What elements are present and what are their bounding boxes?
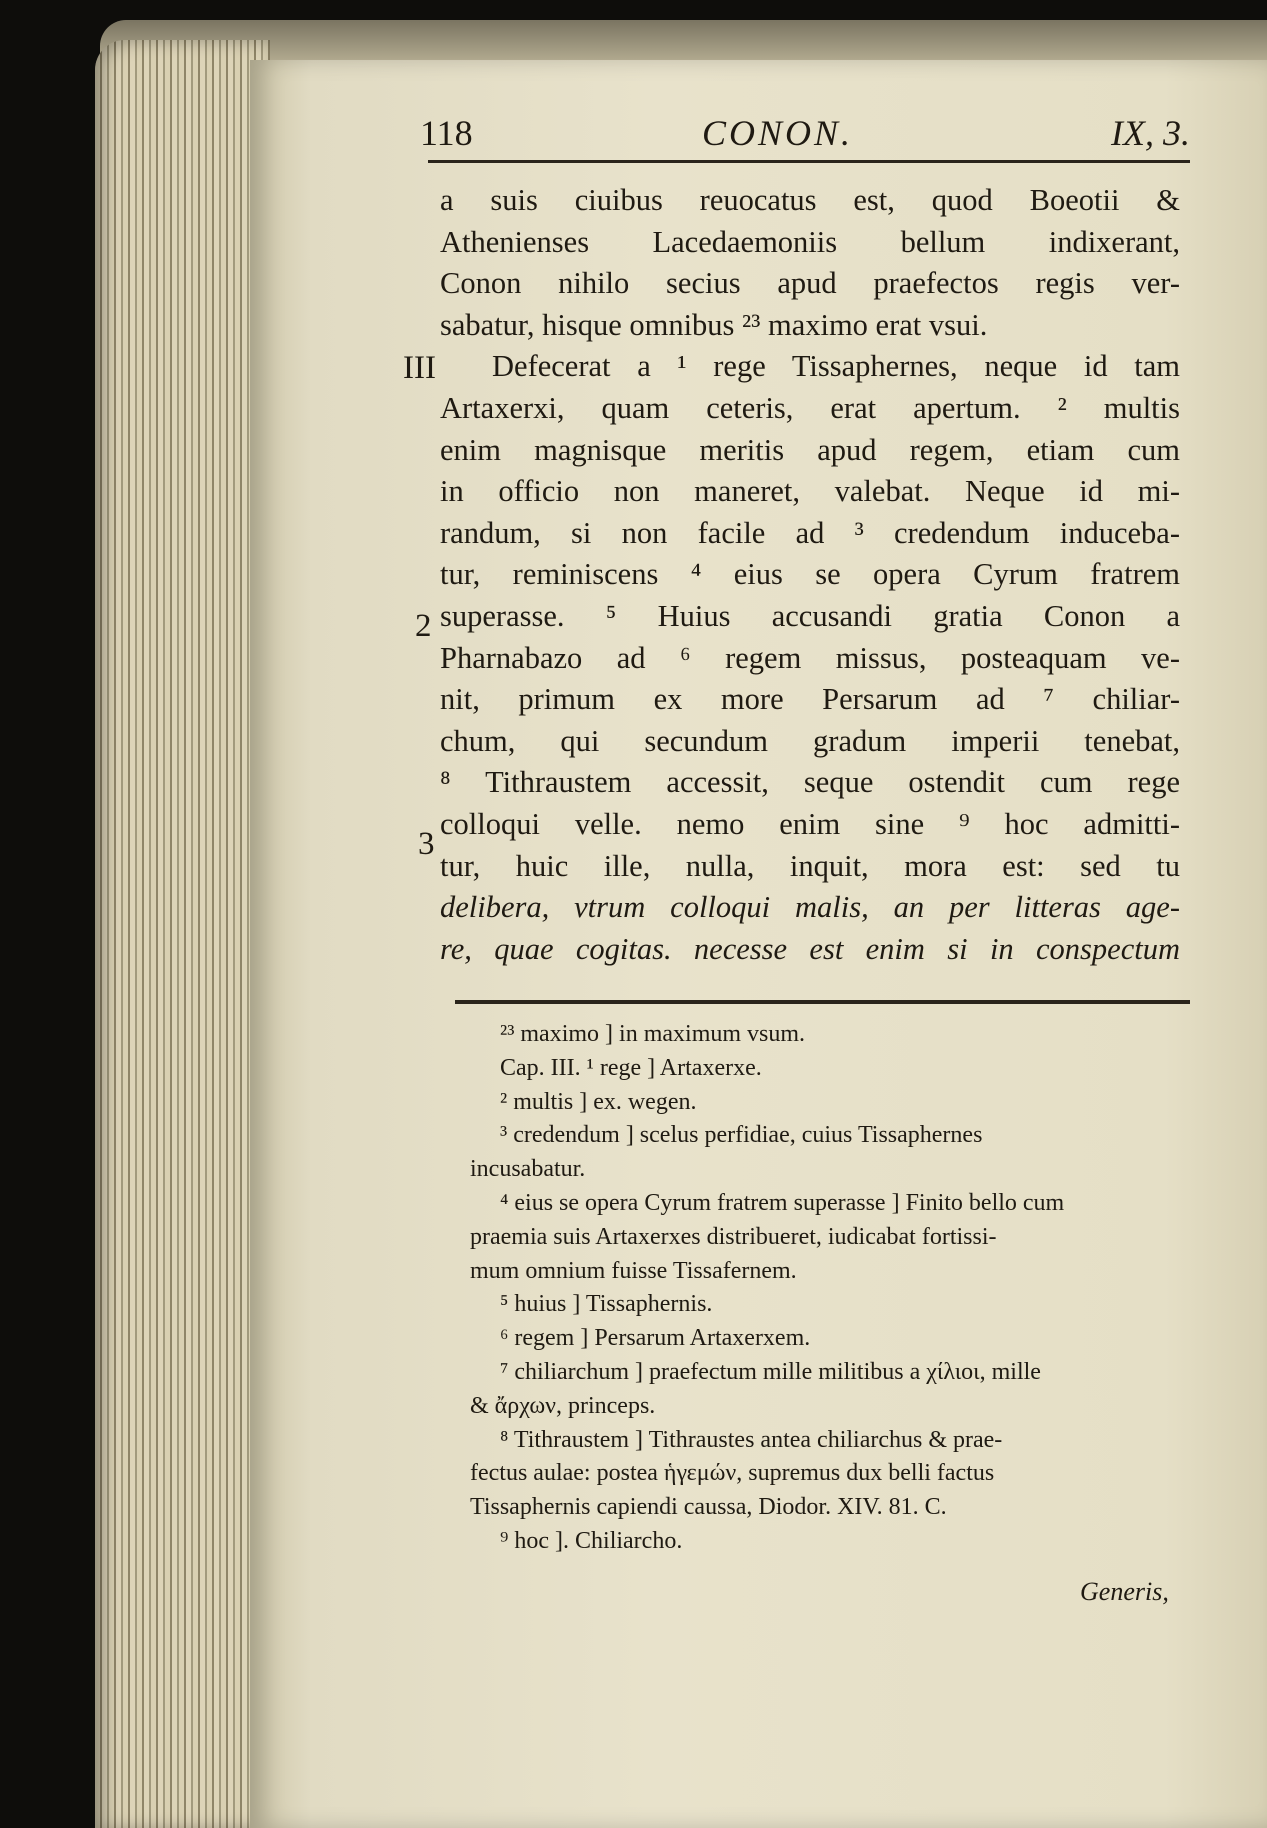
chapter-number: III <box>403 350 436 386</box>
section-reference: IX, 3. <box>1111 113 1190 153</box>
catchword: Generis, <box>1080 1577 1169 1606</box>
text-line: ⁸ Tithraustem accessit, seque ostendit cum rege <box>440 765 1180 800</box>
text-line: delibera, vtrum colloqui malis, an per litteras age- <box>440 890 1180 925</box>
text-line: colloqui velle. nemo enim sine ⁹ hoc admitti- <box>440 806 1180 841</box>
footnote-line: fectus aulae: postea ἡγεμών, supremus dux belli factus <box>470 1460 995 1487</box>
text-line: tur, huic ille, nulla, inquit, mora est: sed tu <box>440 848 1180 883</box>
page-number: 118 <box>420 113 473 153</box>
footnote-line: Tissaphernis capiendi caussa, Diodor. XIV. 81. C. <box>470 1494 947 1521</box>
text-line: enim magnisque meritis apud regem, etiam cum <box>440 432 1180 467</box>
footnote-line: praemia suis Artaxerxes distribueret, iudicabat fortissi- <box>470 1223 997 1250</box>
main-text <box>440 180 1180 970</box>
text-line: nit, primum ex more Persarum ad ⁷ chiliar- <box>440 682 1180 717</box>
footnote-line: Cap. III. ¹ rege ] Artaxerxe. <box>500 1054 762 1081</box>
paragraph-number: 2 <box>415 608 432 644</box>
page-header <box>420 112 1190 160</box>
text-line: a suis ciuibus reuocatus est, quod Boeotii & <box>440 183 1180 217</box>
text-line: Pharnabazo ad ⁶ regem missus, posteaquam ve- <box>440 640 1180 675</box>
text-line: Conon nihilo secius apud praefectos regis ver- <box>440 266 1180 301</box>
paragraph-number: 3 <box>418 826 435 862</box>
footnote-rule <box>455 1000 1190 1004</box>
page-edges <box>95 40 270 1828</box>
text-line: Defecerat a ¹ rege Tissaphernes, neque id tam <box>492 349 1180 384</box>
footnote-line: ² multis ] ex. wegen. <box>500 1088 697 1115</box>
footnote-line: ⁷ chiliarchum ] praefectum mille militibus a χίλιοι, mille <box>500 1358 1041 1385</box>
footnote-line: mum omnium fuisse Tissafernem. <box>470 1257 797 1284</box>
footnotes <box>470 1018 1195 1559</box>
footnote-line: incusabatur. <box>470 1156 586 1183</box>
footnote-line: ⁵ huius ] Tissaphernis. <box>500 1291 713 1318</box>
text-line: in officio non maneret, valebat. Neque id mi- <box>440 474 1180 509</box>
text-line: sabatur, hisque omnibus ²³ maximo erat vsui. <box>440 307 988 342</box>
text-line: randum, si non facile ad ³ credendum induceba- <box>440 515 1180 550</box>
running-title: CONON. <box>702 113 854 153</box>
footnote-line: ⁹ hoc ]. Chiliarcho. <box>500 1527 683 1554</box>
text-line: superasse. ⁵ Huius accusandi gratia Conon a <box>440 598 1180 633</box>
footnote-line: ⁴ eius se opera Cyrum fratrem superasse ] Finito bello cum <box>500 1189 1065 1216</box>
text-line: re, quae cogitas. necesse est enim si in conspectum <box>440 931 1180 966</box>
footnote-line: ³ credendum ] scelus perfidiae, cuius Tissaphernes <box>500 1122 983 1149</box>
header-rule <box>428 160 1190 163</box>
footnote-line: ²³ maximo ] in maximum vsum. <box>500 1021 806 1047</box>
text-line: Artaxerxi, quam ceteris, erat apertum. ² multis <box>440 390 1180 425</box>
footnote-line: & ἄρχων, princeps. <box>470 1392 656 1419</box>
text-line: Athenienses Lacedaemoniis bellum indixerant, <box>440 224 1180 259</box>
text-line: tur, reminiscens ⁴ eius se opera Cyrum fratrem <box>440 557 1180 592</box>
footnote-line: ⁶ regem ] Persarum Artaxerxem. <box>500 1325 811 1352</box>
footnote-line: ⁸ Tithraustem ] Tithraustes antea chiliarchus & prae- <box>500 1426 1003 1453</box>
text-line: chum, qui secundum gradum imperii tenebat, <box>440 723 1180 758</box>
